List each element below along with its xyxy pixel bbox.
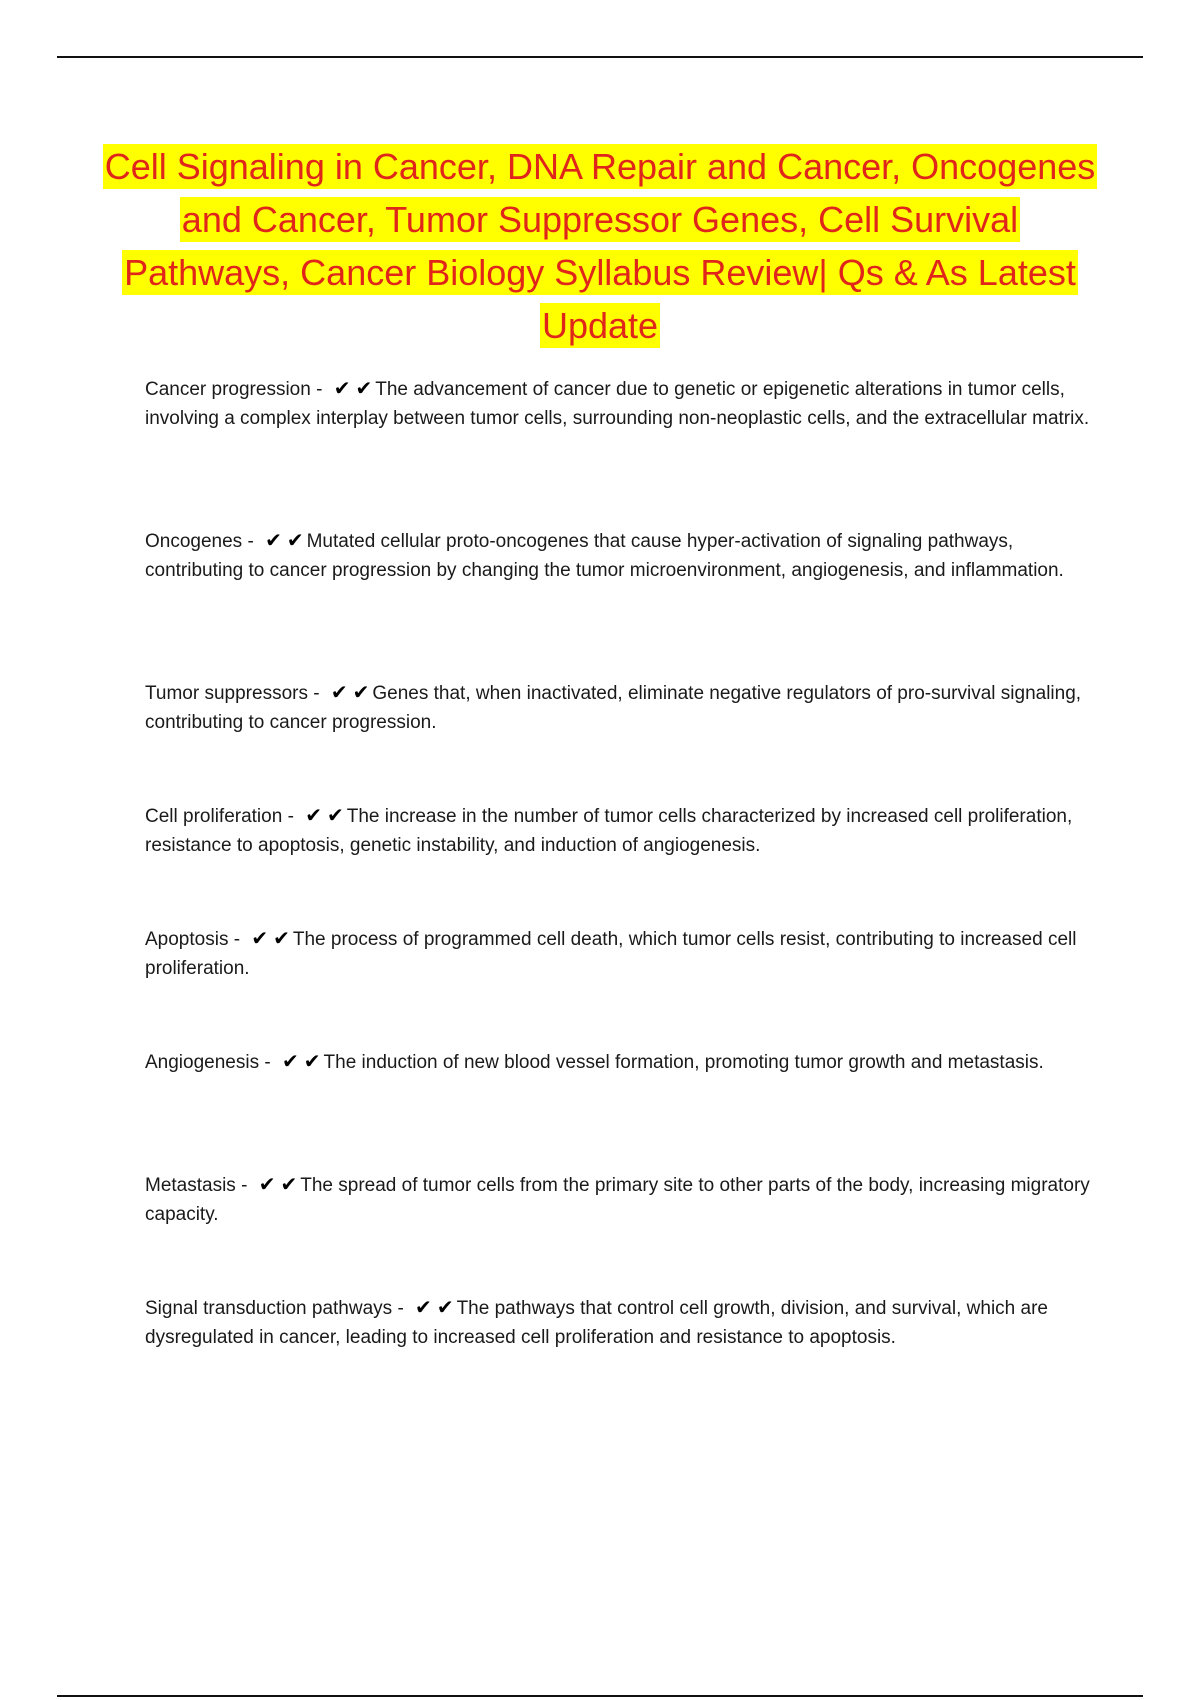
- check-mark-icon: ✔: [352, 680, 370, 704]
- qa-entry: [145, 1293, 1095, 1416]
- qa-entry: [145, 924, 1095, 1047]
- check-mark-icon: ✔: [273, 926, 290, 950]
- check-mark-icon: ✔: [303, 1049, 321, 1073]
- document-title: Cell Signaling in Cancer, DNA Repair and Cancer, Oncogenes and Cancer, Tumor Suppressor Genes, Cell Survival Pathways, Cancer Biology Syllabus Review| Qs & As Latest Update: [104, 146, 1096, 346]
- entry-definition: The advancement of cancer due to genetic or epigenetic alterations in tumor cells, involving a complex interplay between tumor cells, surrounding non-neoplastic cells, and the extracellular matrix.: [145, 379, 1090, 429]
- check-mark-icon: ✔: [333, 376, 351, 400]
- entry-term: Signal transduction pathways: [145, 1298, 393, 1319]
- qa-entry: [145, 801, 1095, 924]
- entry-term: Cancer progression: [145, 379, 311, 400]
- entry-term: Angiogenesis: [145, 1052, 260, 1073]
- entry-definition: The pathways that control cell growth, division, and survival, which are dysregulated in cancer, leading to increased cell proliferation and resistance to apoptosis.: [145, 1298, 1048, 1348]
- entry-separator: -: [287, 806, 294, 827]
- entry-definition: The process of programmed cell death, which tumor cells resist, contributing to increased cell proliferation.: [145, 929, 1077, 979]
- entry-definition: The induction of new blood vessel formation, promoting tumor growth and metastasis.: [323, 1052, 1044, 1073]
- entry-separator: -: [241, 1175, 248, 1196]
- entry-definition: The spread of tumor cells from the primary site to other parts of the body, increasing migratory capacity.: [145, 1175, 1090, 1225]
- check-mark-icon: ✔: [280, 1172, 298, 1196]
- entry-separator: -: [247, 531, 254, 552]
- entry-separator: -: [233, 929, 241, 950]
- check-mark-icon: ✔: [265, 528, 282, 552]
- entry-term: Apoptosis: [145, 929, 229, 950]
- check-mark-icon: ✔: [286, 528, 304, 552]
- entry-term: Oncogenes: [145, 531, 243, 552]
- check-mark-icon: ✔: [330, 680, 348, 704]
- entry-definition: The increase in the number of tumor cells characterized by increased cell proliferation, resistance to apoptosis, genetic instability, and induction of angiogenesis.: [145, 806, 1073, 856]
- check-mark-icon: ✔: [258, 1172, 276, 1196]
- entry-definition: Mutated cellular proto-oncogenes that cause hyper-activation of signaling pathways, contributing to cancer progression by changing the tumor microenvironment, angiogenesis, and inflammation.: [145, 531, 1064, 581]
- top-divider: [57, 56, 1143, 58]
- entry-separator: -: [397, 1298, 404, 1319]
- entry-separator: -: [316, 379, 323, 400]
- check-mark-icon: ✔: [251, 926, 269, 950]
- check-mark-icon: ✔: [326, 803, 344, 827]
- check-mark-icon: ✔: [305, 803, 322, 827]
- qa-entry-list: [145, 374, 1095, 1416]
- entry-definition: Genes that, when inactivated, eliminate negative regulators of pro-survival signaling, contributing to cancer progression.: [145, 683, 1082, 733]
- bottom-divider: [57, 1695, 1143, 1697]
- document-title-block: [100, 140, 1100, 352]
- qa-entry: [145, 526, 1095, 678]
- qa-entry: [145, 1170, 1095, 1293]
- check-mark-icon: ✔: [281, 1049, 299, 1073]
- check-mark-icon: ✔: [415, 1295, 432, 1319]
- entry-term: Tumor suppressors: [145, 683, 308, 704]
- entry-separator: -: [264, 1052, 271, 1073]
- entry-term: Cell proliferation: [145, 806, 283, 827]
- qa-entry: [145, 1047, 1095, 1170]
- check-mark-icon: ✔: [355, 376, 373, 400]
- entry-term: Metastasis: [145, 1175, 236, 1196]
- qa-entry: [145, 374, 1095, 526]
- check-mark-icon: ✔: [436, 1295, 454, 1319]
- entry-separator: -: [313, 683, 320, 704]
- qa-entry: [145, 678, 1095, 801]
